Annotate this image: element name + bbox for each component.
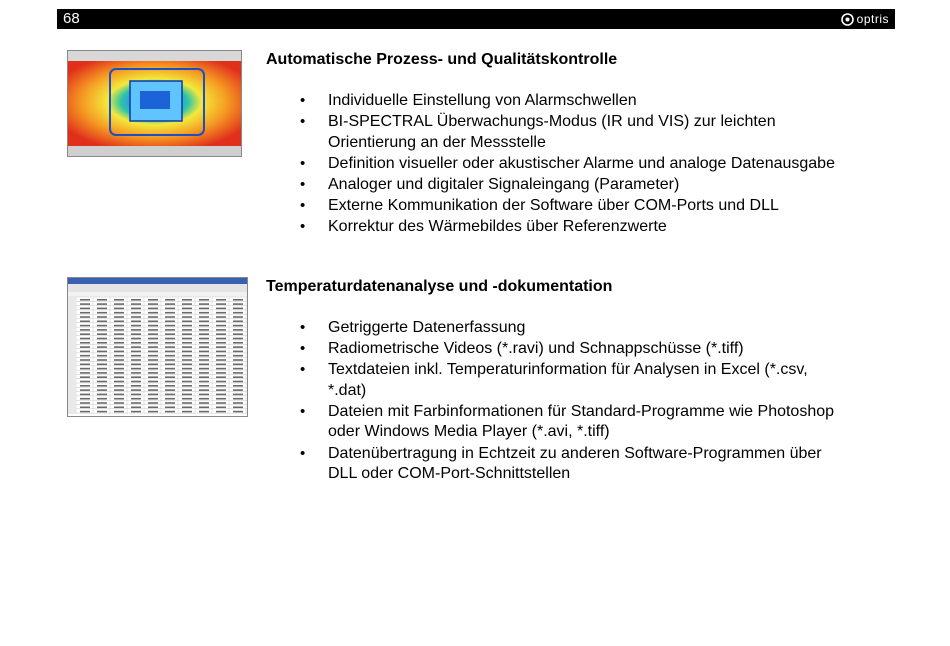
page-header xyxy=(57,9,895,29)
list-item: • Individuelle Einstellung von Alarmschwellen xyxy=(328,91,848,112)
section-title: Automatische Prozess- und Qualitätskontrolle xyxy=(266,51,618,68)
spreadsheet-image xyxy=(67,277,248,417)
brand-logo xyxy=(841,12,889,26)
optris-logo-icon xyxy=(841,13,854,26)
list-item: • Dateien mit Farbinformationen für Standard-Programme wie Photoshop oder Windows Media Player (*.avi, *.tiff) xyxy=(328,402,848,443)
list-item: • Radiometrische Videos (*.ravi) und Schnappschüsse (*.tiff) xyxy=(328,339,848,360)
list-item: • Definition visueller oder akustischer Alarme und analoge Datenausgabe xyxy=(328,154,848,175)
list-item: • BI-SPECTRAL Überwachungs-Modus (IR und VIS) zur leichten Orientierung an der Messstelle xyxy=(328,112,848,153)
brand-name: optris xyxy=(856,12,889,26)
list-item: • Externe Kommunikation der Software über COM-Ports und DLL xyxy=(328,196,848,217)
list-item: • Textdateien inkl. Temperaturinformation für Analysen in Excel (*.csv, *.dat) xyxy=(328,360,848,401)
section-title: Temperaturdatenanalyse und -dokumentation xyxy=(266,278,613,295)
list-item: • Getriggerte Datenerfassung xyxy=(328,318,848,339)
thermal-image xyxy=(67,50,242,157)
bullet-list xyxy=(328,318,848,485)
page-number: 68 xyxy=(63,10,80,27)
list-item: • Korrektur des Wärmebildes über Referenzwerte xyxy=(328,217,848,238)
bullet-list xyxy=(328,91,848,238)
list-item: • Analoger und digitaler Signaleingang (Parameter) xyxy=(328,175,848,196)
list-item: • Datenübertragung in Echtzeit zu anderen Software-Programmen über DLL oder COM-Port-Schnittstellen xyxy=(328,444,848,485)
